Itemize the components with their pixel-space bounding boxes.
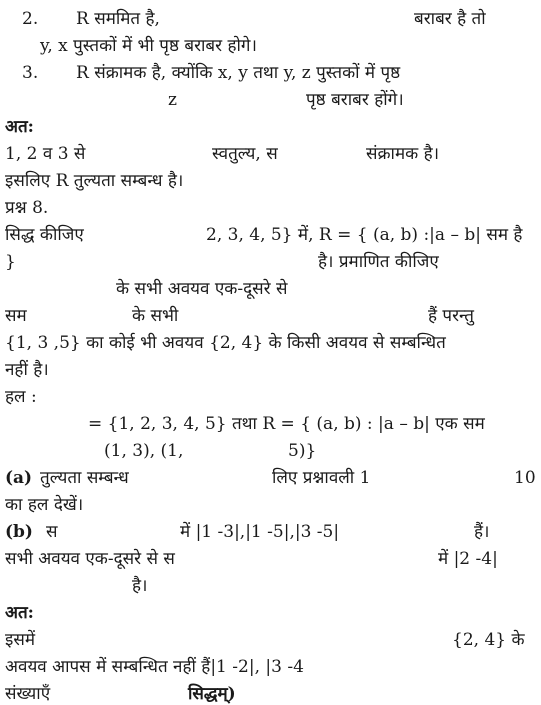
- solution-heading: हल :: [5, 387, 37, 407]
- text-line: अवयव आपस में सम्बन्धित नहीं हैं|1 -2|, |3 -4: [5, 657, 304, 677]
- heading: अत:: [5, 603, 34, 623]
- text-line: 5)}: [288, 441, 317, 461]
- question-heading: प्रश्न 8.: [5, 198, 49, 218]
- text-line: हैं।: [474, 522, 490, 542]
- text-line: इसमें: [5, 630, 36, 650]
- text-line: = {1, 2, 3, 4, 5} तथा R = { (a, b) : |a – b| एक सम: [88, 414, 485, 434]
- text-line: नहीं है।: [5, 360, 49, 380]
- part-label: (b): [5, 522, 33, 542]
- text-line: संक्रामक है।: [366, 144, 440, 164]
- text-line: z: [168, 90, 177, 110]
- item-number: 2.: [22, 9, 39, 29]
- text-line: लिए प्रश्नावली 1: [272, 468, 371, 488]
- text-line: 1, 2 व 3 से: [5, 144, 86, 164]
- heading: अत:: [5, 117, 34, 137]
- text-line: के सभी अवयव एक-दूसरे से: [116, 279, 288, 299]
- text-line: 2, 3, 4, 5} में, R = { (a, b) :|a – b| सम है: [206, 225, 523, 245]
- text-line: सिद्ध कीजिए: [5, 225, 84, 245]
- part-label: (a): [5, 468, 33, 488]
- text-line: संख्याएँ: [5, 684, 51, 704]
- text-line: तुल्यता सम्बन्ध: [40, 468, 129, 488]
- text-line: में |1 -3|,|1 -5|,|3 -5|: [180, 522, 340, 542]
- text-line: सभी अवयव एक-दूसरे से स: [5, 549, 175, 569]
- text-line: (1, 3), (1,: [104, 441, 184, 461]
- text-line: है।: [132, 576, 148, 596]
- text-line: }: [5, 252, 16, 272]
- text-line: सम: [5, 306, 27, 326]
- text-line: y, x पुस्तकों में भी पृष्ठ बराबर होगे।: [40, 36, 257, 56]
- text-line: बराबर है तो: [414, 9, 486, 29]
- text-line: है। प्रमाणित कीजिए: [318, 252, 439, 272]
- text-line: {1, 3 ,5} का कोई भी अवयव {2, 4} के किसी अवयव से सम्बन्धित: [5, 333, 446, 353]
- text-line: {2, 4} के: [452, 630, 525, 650]
- text-line: पृष्ठ बराबर होंगे।: [306, 90, 404, 110]
- text-line: इसलिए R तुल्यता सम्बन्ध है।: [5, 171, 184, 191]
- text-line: के सभी: [132, 306, 179, 326]
- text-line: स: [46, 522, 58, 542]
- text-line: का हल देखें।: [5, 495, 84, 515]
- item-number: 3.: [22, 63, 39, 83]
- text-line: में |2 -4|: [438, 549, 498, 569]
- text-line: 10: [514, 468, 536, 488]
- text-line: हैं परन्तु: [428, 306, 474, 326]
- text-line: R सममित है,: [76, 9, 160, 29]
- text-line: सिद्धम्): [188, 684, 236, 704]
- text-line: स्वतुल्य, स: [212, 144, 278, 164]
- text-line: R संक्रामक है, क्योंकि x, y तथा y, z पुस्तकों में पृष्ठ: [76, 63, 401, 83]
